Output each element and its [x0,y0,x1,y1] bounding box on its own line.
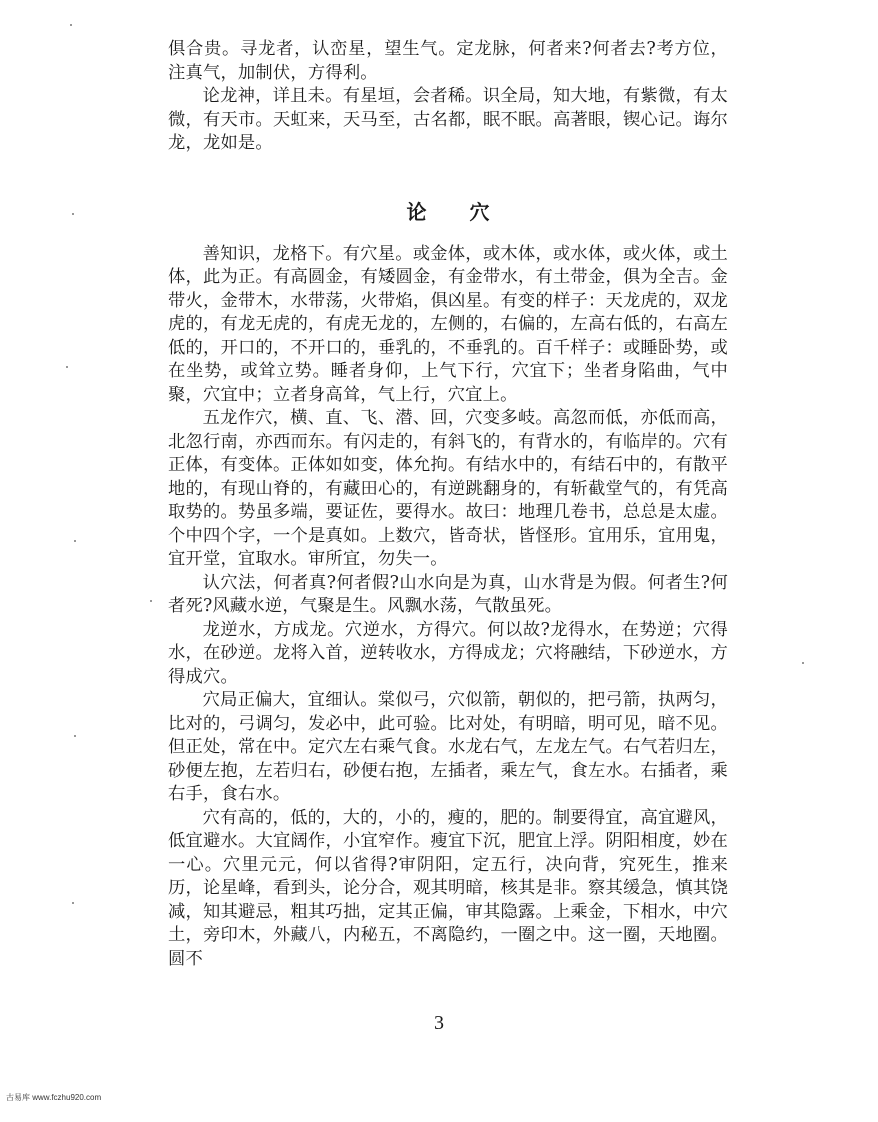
paragraph-long-shen: 论龙神，详且未。有星垣，会者稀。识全局，知大地，有紫微，有太微，有天市。天虹来，天马至，古名都，眠不眠。高著眼，锲心记。诲尔龙，龙如是。 [168,86,728,153]
scan-speck [802,662,804,664]
page-number: 3 [434,1012,444,1034]
scan-speck [150,600,152,602]
scan-speck [72,213,74,215]
paragraph-ni-shui: 龙逆水，方成龙。穴逆水，方得穴。何以故?龙得水，在势逆；穴得水，在砂逆。龙将入首，逆转收水，方得成龙；穴将融结，下砂逆水，方得成穴。 [168,619,728,687]
scan-speck [74,540,76,542]
scan-speck [74,735,76,737]
paragraph-ren-xue: 认穴法，何者真?何者假?山水向是为真，山水背是为假。何者生?何者死?风藏水逆，气聚是生。风飘水荡，气散虽死。 [168,572,728,616]
paragraph-xue-xing: 善知识，龙格下。有穴星。或金体，或木体，或水体，或火体，或土体，此为正。有高圆金，有矮圆金，有金带水，有土带金，俱为全吉。金带火，金带木，水带荡，火带焰，俱凶星。有变的样子：天龙虎的，双龙虎的，有龙无虎的，有虎无龙的，左侧的，右偏的，左高右低的，右高左低的，开口的，不开口的，垂乳的，不垂乳的。百千样子：或睡卧势，或在坐势，或耸立势。睡者身仰，上气下行，穴宜下；坐者身陷曲，气中聚，穴宜中；立者身高耸，气上行，穴宜上。 [168,243,728,405]
scan-speck [66,366,68,368]
page-body [168,38,728,971]
section-title: 论 穴 [406,199,508,224]
paragraph-continuation: 俱合贵。寻龙者，认峦星，望生气。定龙脉，何者来?何者去?考方位，注真气，加制伏，方得利。 [168,39,728,83]
paragraph-xue-gao-di: 穴有高的，低的，大的，小的，瘦的，肥的。制要得宜，高宜避风，低宜避水。大宜阔作，小宜窄作。瘦宜下沉，肥宜上浮。阴阳相度，妙在一心。穴里元元，何以省得?审阴阳，定五行，决向背，究死生，推来历，论星峰，看到头，论分合，观其明暗，核其是非。察其缓急，慎其饶减，知其避忌，粗其巧拙，定其正偏，审其隐露。上乘金，下相水，中穴土，旁印木，外藏八，内秘五，不离隐约，一圈之中。这一圈，天地圈。圆不 [168,807,728,969]
paragraph-xue-ju: 穴局正偏大，宜细认。棠似弓，穴似箭，朝似的，把弓箭，执两匀，比对的，弓调匀，发必中，此可验。比对处，有明暗，明可见，暗不见。但正处，常在中。定穴左右乘气食。水龙右气，左龙左气。右气若归左，砂便左抱，左若归右，砂便右抱，左插者，乘左气，食左水。右插者，乘右手，食右水。 [168,690,728,804]
scan-speck [70,24,72,26]
watermark: 古易库 www.fczhu920.com [6,1093,102,1102]
scan-speck [72,902,74,904]
paragraph-wu-long: 五龙作穴，横、直、飞、潜、回，穴变多岐。高忽而低，亦低而高，北忽行南，亦西而东。有闪走的，有斜飞的，有背水的，有临岸的。穴有正体，有变体。正体如如变，体允拘。有结水中的，有结石中的，有散平地的，有现山脊的，有藏田心的，有逆跳翻身的，有斩截堂气的，有凭高取势的。势虽多端，要证佐，要得水。故曰：地理几卷书，总总是太虚。个中四个字，一个是真如。上数穴，皆奇状，皆怪形。宜用乐，宜用鬼，宜开堂，宜取水。审所宜，勿失一。 [168,408,728,569]
